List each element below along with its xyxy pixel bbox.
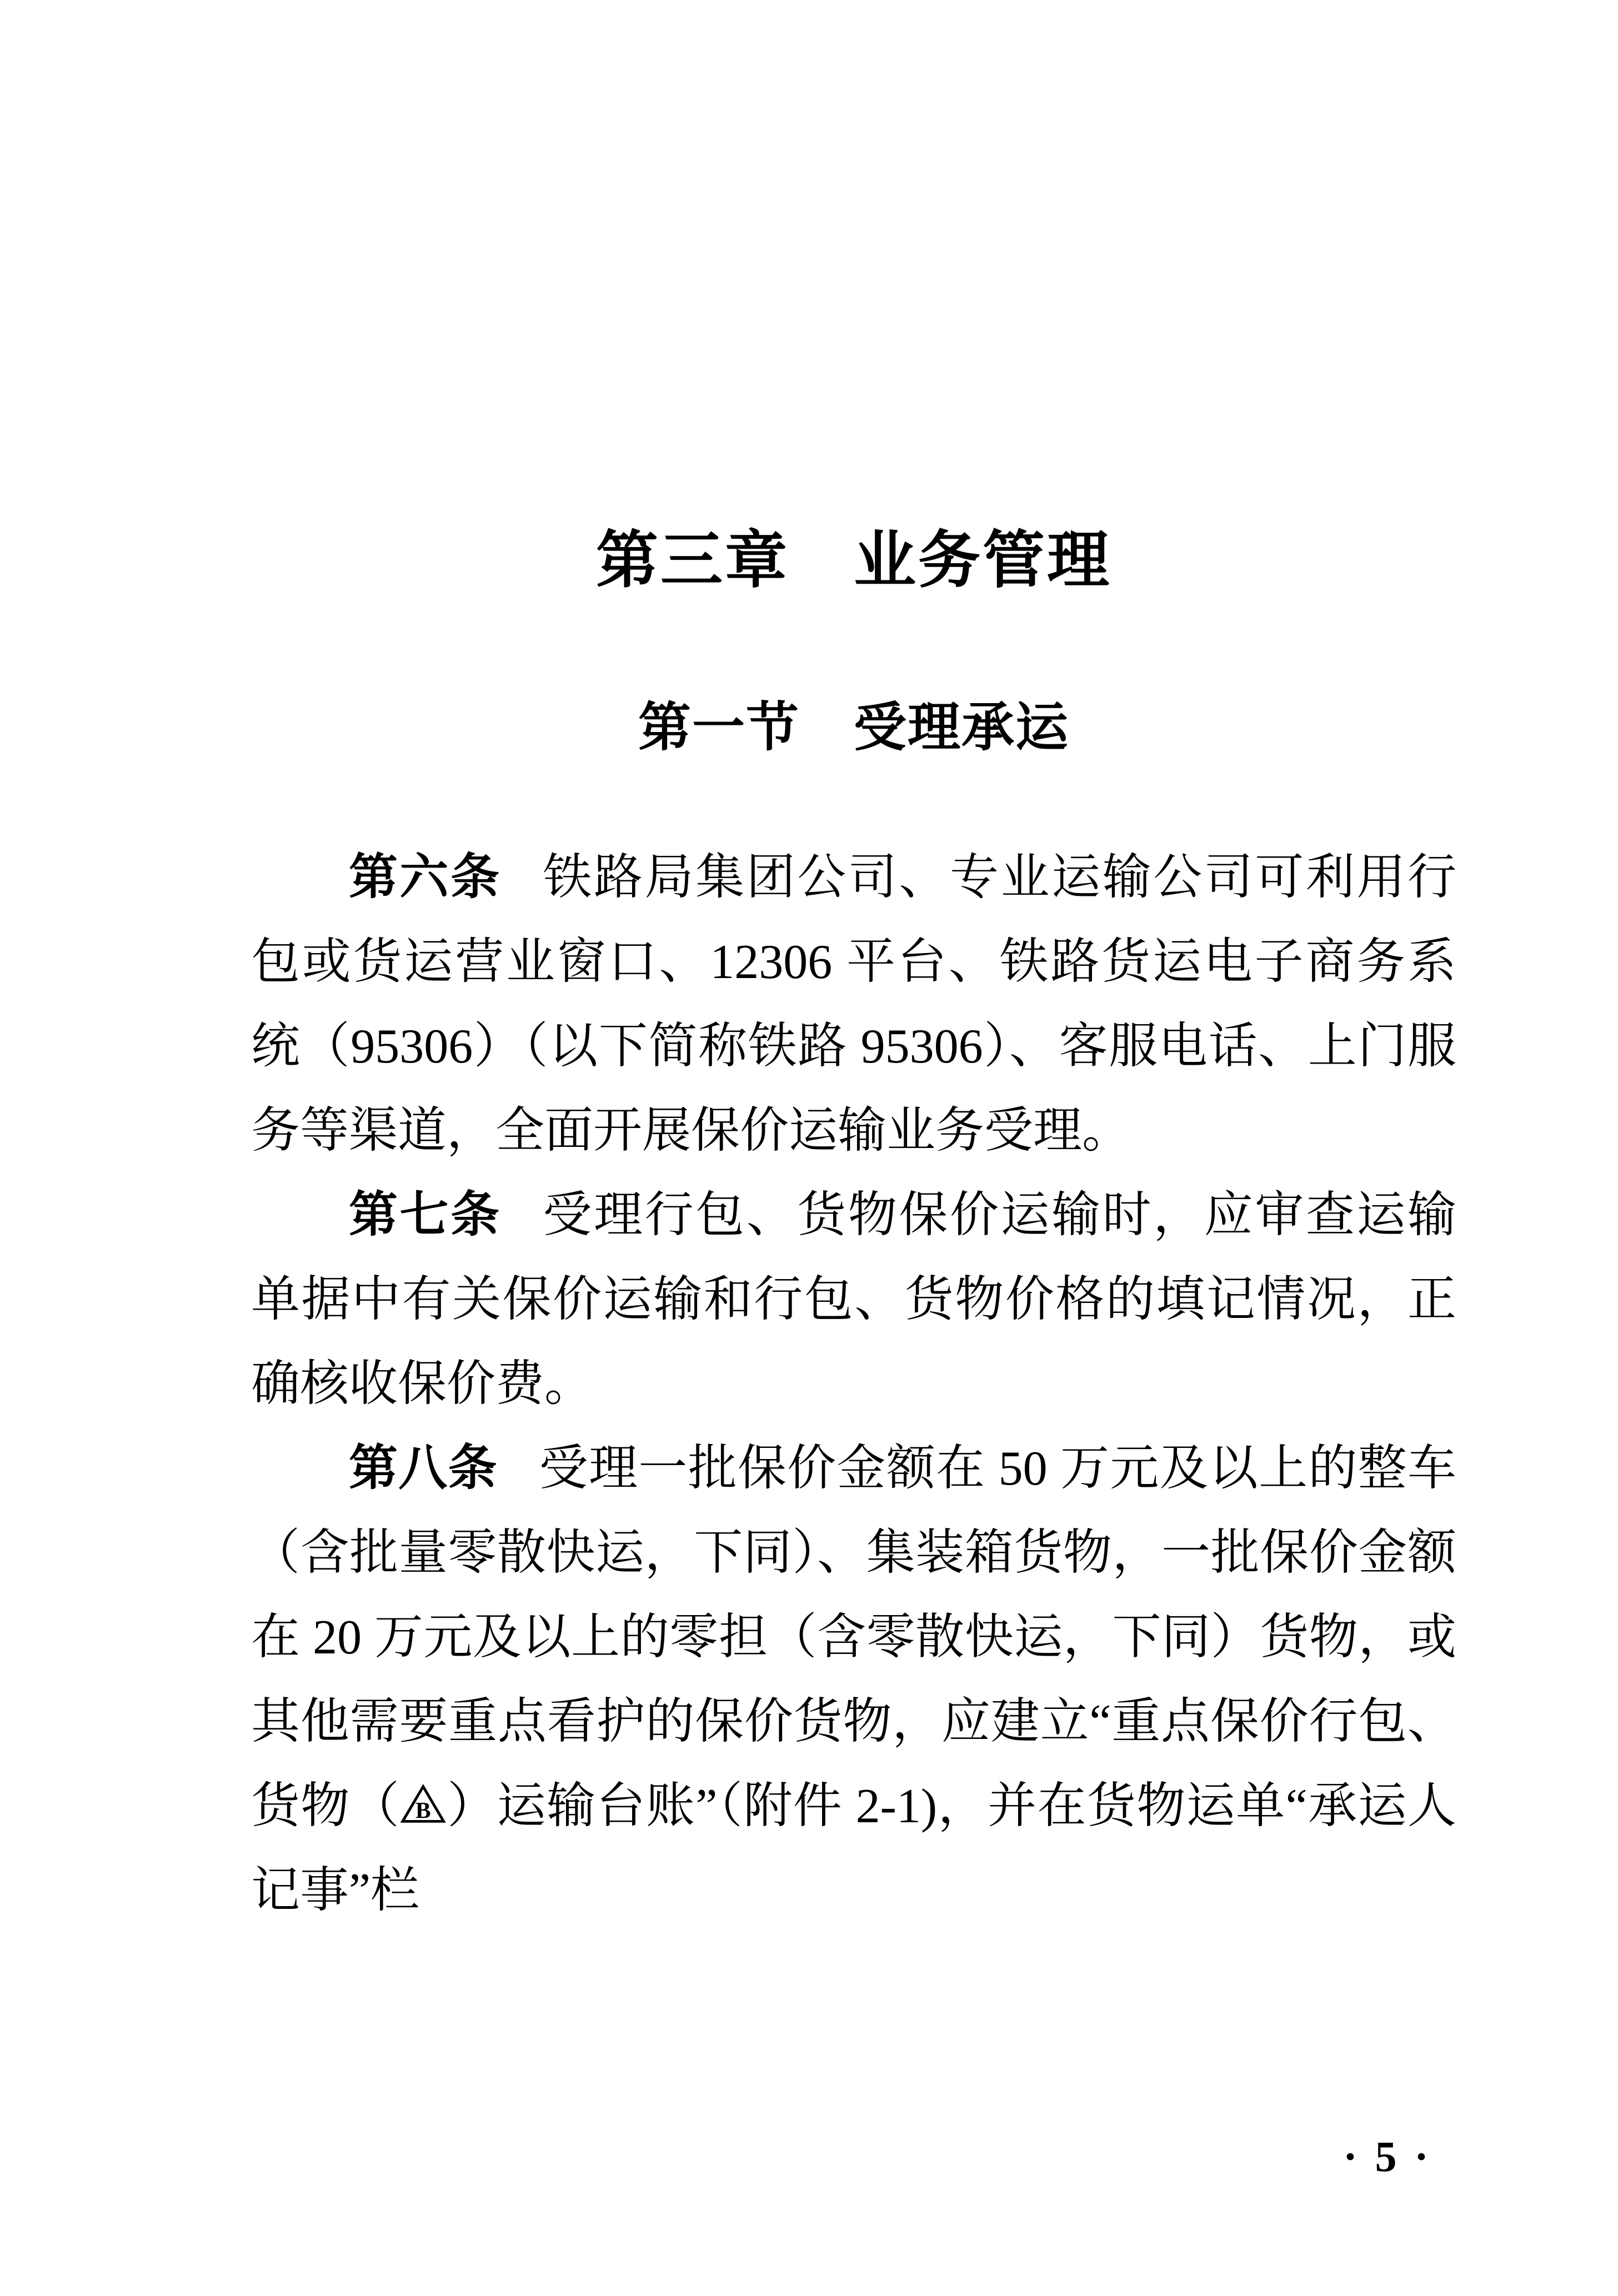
article-7-paragraph — [251, 1174, 1456, 1427]
triangle-b-letter: B — [415, 1798, 431, 1824]
article-8-text-before: 受理一批保价金额在 50 万元及以上的整车（含批量零散快运，下同）、集装箱货物，一批保价金额在 20 万元及以上的零担（含零散快运，下同）货物，或其他需要重点看护的保价货物，应建立“重点保价行包、货物（ — [251, 1442, 1456, 1833]
article-8-paragraph — [251, 1427, 1456, 1933]
article-6-paragraph — [251, 836, 1456, 1174]
article-7-text: 受理行包、货物保价运输时，应审查运输单据中有关保价运输和行包、货物价格的填记情况，正确核收保价费。 — [251, 1189, 1456, 1411]
article-8-text-after: ）运输台账”（附件 2-1)，并在货物运单“承运人记事”栏 — [251, 1779, 1456, 1918]
article-7-number: 第七条 — [349, 1189, 502, 1242]
page-number: · 5 · — [1343, 2132, 1432, 2180]
section-title: 第一节 受理承运 — [638, 698, 1069, 757]
article-6-number: 第六条 — [349, 851, 502, 905]
article-8-number: 第八条 — [349, 1442, 498, 1496]
chapter-title: 第三章 业务管理 — [596, 527, 1111, 595]
triangle-b-symbol — [400, 1784, 447, 1824]
article-6-text: 铁路局集团公司、专业运输公司可利用行包或货运营业窗口、12306 平台、铁路货运电子商务系统（95306）（以下简称铁路 95306）、客服电话、上门服务等渠道，全面开展保价运输业务受理。 — [251, 851, 1456, 1158]
